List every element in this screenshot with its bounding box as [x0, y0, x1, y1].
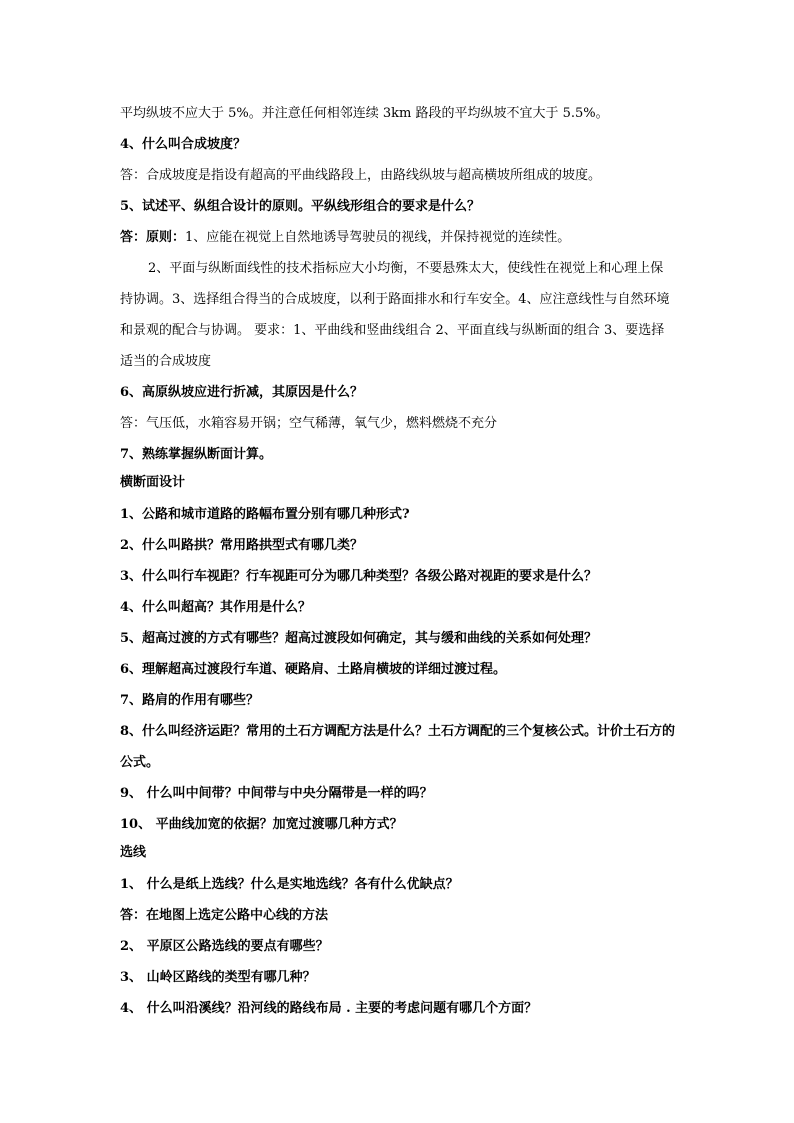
cross-question-2: 2、什么叫路拱？常用路拱型式有哪几类？: [120, 538, 364, 553]
answer-5-paragraph-text: 2、平面与纵断面线性的技术指标应大小均衡，不要悬殊太大，使线性在视觉上和心理上保持协调。3、选择组合得当的合成坡度，以利于路面排水和行车安全。4、应注意线性与自然环境和景观的配合与协调。 要求：1、平曲线和竖曲线组合 2、平面直线与纵断面的组合 3、要选择适当的合成坡度: [120, 261, 670, 369]
answer-6: 答：气压低，水箱容易开锅；空气稀薄，氧气少，燃料燃烧不充分: [120, 416, 498, 431]
cross-question-5: 5、超高过渡的方式有哪些？超高过渡段如何确定，其与缓和曲线的关系如何处理？: [120, 631, 598, 646]
answer-5-prefix: 答：原则：: [120, 230, 186, 245]
answer-5-text: 1、应能在视觉上自然地诱导驾驶员的视线，并保持视觉的连续性。: [185, 230, 571, 245]
cross-question-6: 6、理解超高过渡段行车道、硬路肩、土路肩横坡的详细过渡过程。: [120, 662, 507, 677]
question-4: 4、什么叫合成坡度？: [120, 137, 247, 152]
paragraph-line: 平均纵坡不应大于 5%。并注意任何相邻连续 3km 路段的平均纵坡不宜大于 5.5%。: [120, 106, 609, 121]
section-heading-route-selection: 选线: [120, 845, 147, 860]
answer-5-paragraph: [120, 253, 676, 377]
answer-4: 答：合成坡度是指设有超高的平曲线路段上，由路线纵坡与超高横坡所组成的坡度。: [120, 168, 602, 183]
cross-question-4: 4、什么叫超高？其作用是什么？: [120, 600, 312, 615]
section-heading-cross-section: 横断面设计: [120, 475, 186, 490]
cross-question-7: 7、路肩的作用有哪些？: [120, 693, 260, 708]
question-6: 6、高原纵坡应进行折减，其原因是什么？: [120, 385, 364, 400]
cross-question-1: 1、公路和城市道路的路幅布置分别有哪几种形式?: [120, 507, 410, 522]
question-5: 5、试述平、纵组合设计的原则。平纵线形组合的要求是什么？: [120, 199, 481, 214]
cross-question-3: 3、什么叫行车视距？行车视距可分为哪几种类型？各级公路对视距的要求是什么？: [120, 569, 598, 584]
route-answer-1: 答：在地图上选定公路中心线的方法: [120, 908, 329, 923]
document-page: [120, 98, 676, 1024]
route-question-1: 1、 什么是纸上选线？什么是实地选线？各有什么优缺点？: [120, 877, 459, 892]
question-7: 7、熟练掌握纵断面计算。: [120, 447, 273, 462]
cross-question-9: 9、 什么叫中间带？中间带与中央分隔带是一样的吗？: [120, 786, 433, 801]
cross-question-8: 8、什么叫经济运距？常用的土石方调配方法是什么？土石方调配的三个复核公式。计价土石方的公式。: [120, 724, 676, 770]
route-question-4: 4、 什么叫沿溪线？沿河线的路线布局 . 主要的考虑问题有哪几个方面？: [120, 1001, 538, 1016]
answer-5-first-line: [120, 222, 676, 253]
cross-question-10: 10、 平曲线加宽的依据？加宽过渡哪几种方式？: [120, 817, 403, 832]
route-question-2: 2、 平原区公路选线的要点有哪些？: [120, 939, 329, 954]
route-question-3: 3、 山岭区路线的类型有哪几种？: [120, 970, 316, 985]
